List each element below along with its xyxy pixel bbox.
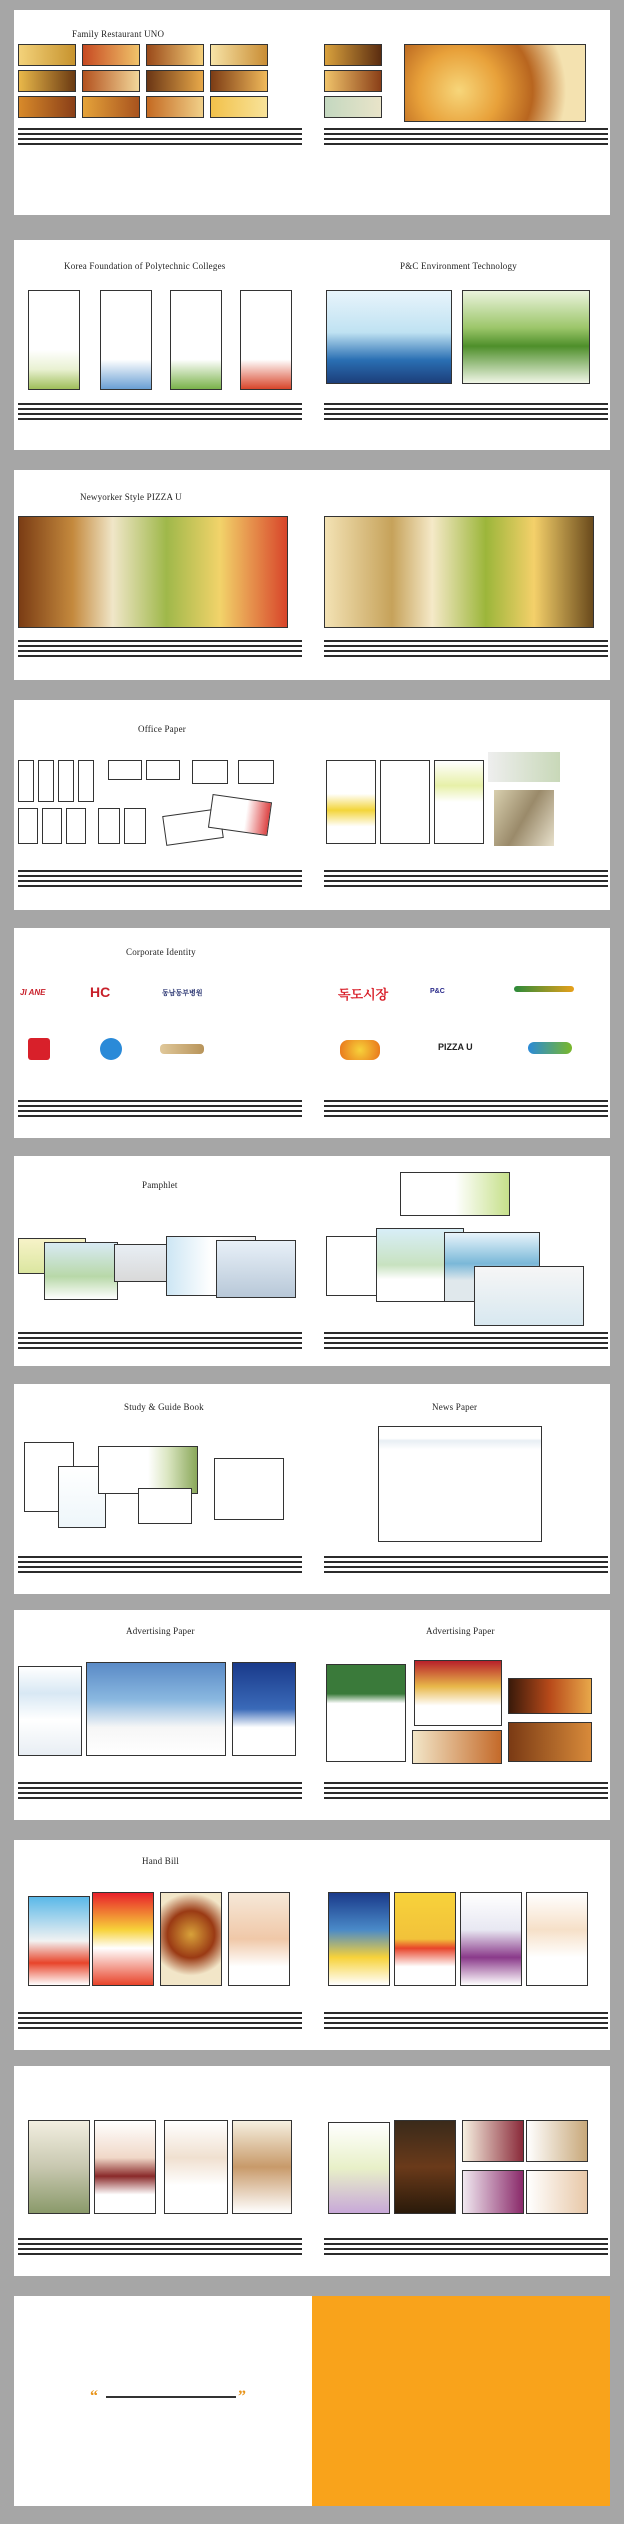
section-title: Newyorker Style PIZZA U: [80, 492, 182, 502]
ci-logo[interactable]: [160, 1044, 204, 1054]
handbill-thumb[interactable]: [526, 1892, 588, 1986]
stationery-thumb[interactable]: [238, 760, 274, 784]
brochure-thumb[interactable]: [462, 290, 590, 384]
close-quote-icon: ”: [238, 2388, 246, 2405]
poster-thumb[interactable]: [28, 290, 80, 390]
print-thumb[interactable]: [394, 2120, 456, 2214]
section-title: Family Restaurant UNO: [72, 29, 165, 39]
section-title: Hand Bill: [142, 1856, 180, 1866]
ci-logo[interactable]: [100, 1038, 122, 1060]
ci-logo[interactable]: [340, 1040, 380, 1060]
stationery-thumb[interactable]: [380, 760, 430, 844]
menu-card[interactable]: [324, 44, 382, 66]
section-title: Pamphlet: [142, 1180, 178, 1190]
handbill-thumb[interactable]: [460, 1892, 522, 1986]
menu-poster[interactable]: [404, 44, 586, 122]
description-text: [18, 1556, 302, 1576]
pamphlet-thumb[interactable]: [474, 1266, 584, 1326]
stationery-thumb[interactable]: [326, 760, 376, 844]
menu-card[interactable]: [18, 70, 76, 92]
pamphlet-thumb[interactable]: [216, 1240, 296, 1298]
portfolio-page-3: [14, 470, 610, 680]
section-title: News Paper: [432, 1402, 478, 1412]
print-thumb[interactable]: [462, 2170, 524, 2214]
menu-card[interactable]: [210, 44, 268, 66]
ci-logo[interactable]: 동남동부병원: [162, 990, 203, 997]
open-quote-icon: “: [90, 2388, 98, 2405]
menu-card[interactable]: [146, 96, 204, 118]
section-title: Korea Foundation of Polytechnic Colleges: [64, 261, 226, 271]
description-text: [324, 128, 608, 148]
description-text: [324, 403, 608, 423]
stationery-thumb[interactable]: [124, 808, 146, 844]
section-title: Office Paper: [138, 724, 186, 734]
description-text: [324, 1100, 608, 1120]
closing-message: [106, 2396, 236, 2398]
description-text: [18, 1100, 302, 1120]
ci-logo[interactable]: 독도시장: [338, 987, 389, 1002]
poster-thumb[interactable]: [170, 290, 222, 390]
handbill-thumb[interactable]: [394, 1892, 456, 1986]
print-thumb[interactable]: [232, 2120, 292, 2214]
menu-card[interactable]: [82, 96, 140, 118]
print-thumb[interactable]: [462, 2120, 524, 2162]
stationery-thumb[interactable]: [434, 760, 484, 844]
menu-card[interactable]: [146, 44, 204, 66]
ci-logo[interactable]: HC: [90, 984, 111, 1000]
menu-card[interactable]: [82, 44, 140, 66]
menu-card[interactable]: [210, 96, 268, 118]
book-thumb[interactable]: [138, 1488, 192, 1524]
brochure-thumb[interactable]: [326, 290, 452, 384]
portfolio-page-10: [14, 2066, 610, 2276]
closing-page: [14, 2296, 610, 2506]
ad-thumb[interactable]: [412, 1730, 502, 1764]
handbill-thumb[interactable]: [328, 1892, 390, 1986]
print-thumb[interactable]: [328, 2122, 390, 2214]
stationery-thumb[interactable]: [18, 808, 38, 844]
ci-logo[interactable]: P&C: [430, 988, 445, 995]
print-thumb[interactable]: [94, 2120, 156, 2214]
newspaper-thumb[interactable]: [378, 1426, 542, 1542]
stationery-thumb[interactable]: [58, 760, 74, 802]
handbill-thumb[interactable]: [28, 1896, 90, 1986]
ad-thumb[interactable]: [508, 1722, 592, 1762]
ci-logo[interactable]: PIZZA U: [438, 1042, 473, 1052]
description-text: [18, 2012, 302, 2032]
pamphlet-thumb[interactable]: [44, 1242, 118, 1300]
stationery-thumb[interactable]: [98, 808, 120, 844]
ad-thumb[interactable]: [414, 1660, 502, 1726]
menu-spread[interactable]: [324, 516, 594, 628]
section-title: Study & Guide Book: [124, 1402, 204, 1412]
portfolio-page-2: [14, 240, 610, 450]
stationery-thumb[interactable]: [66, 808, 86, 844]
section-title: Advertising Paper: [426, 1626, 495, 1636]
stationery-thumb[interactable]: [78, 760, 94, 802]
ad-thumb[interactable]: [86, 1662, 226, 1756]
description-text: [324, 1782, 608, 1802]
pamphlet-thumb[interactable]: [400, 1172, 510, 1216]
print-thumb[interactable]: [164, 2120, 228, 2214]
menu-card[interactable]: [210, 70, 268, 92]
stationery-thumb[interactable]: [38, 760, 54, 802]
portfolio-page-7: [14, 1384, 610, 1594]
ci-logo[interactable]: [514, 986, 574, 992]
ad-thumb[interactable]: [508, 1678, 592, 1714]
menu-card[interactable]: [82, 70, 140, 92]
accent-panel: [312, 2296, 610, 2506]
description-text: [324, 2012, 608, 2032]
stationery-thumb[interactable]: [42, 808, 62, 844]
section-title: Advertising Paper: [126, 1626, 195, 1636]
description-text: [18, 870, 302, 890]
poster-thumb[interactable]: [100, 290, 152, 390]
portfolio-page-6: [14, 1156, 610, 1366]
ad-thumb[interactable]: [326, 1664, 406, 1762]
description-text: [18, 2238, 302, 2258]
print-thumb[interactable]: [28, 2120, 90, 2214]
book-thumb[interactable]: [98, 1446, 198, 1494]
poster-thumb[interactable]: [240, 290, 292, 390]
handbill-thumb[interactable]: [228, 1892, 290, 1986]
description-text: [324, 2238, 608, 2258]
stationery-thumb[interactable]: [488, 752, 560, 782]
ad-thumb[interactable]: [232, 1662, 296, 1756]
ci-logo[interactable]: [28, 1038, 50, 1060]
description-text: [324, 1332, 608, 1352]
print-thumb[interactable]: [526, 2120, 588, 2162]
portfolio-page-4: [14, 700, 610, 910]
menu-card[interactable]: [18, 44, 76, 66]
handbill-thumb[interactable]: [92, 1892, 154, 1986]
menu-spread[interactable]: [18, 516, 288, 628]
pamphlet-thumb[interactable]: [114, 1244, 174, 1282]
ad-thumb[interactable]: [18, 1666, 82, 1756]
portfolio-page-1: [14, 10, 610, 215]
description-text: [18, 403, 302, 423]
description-text: [324, 870, 608, 890]
portfolio-page-8: [14, 1610, 610, 1820]
stationery-thumb[interactable]: [494, 790, 554, 846]
book-thumb[interactable]: [214, 1458, 284, 1520]
stationery-thumb[interactable]: [18, 760, 34, 802]
menu-card[interactable]: [18, 96, 76, 118]
description-text: [18, 1782, 302, 1802]
section-title: P&C Environment Technology: [400, 261, 517, 271]
menu-card[interactable]: [324, 96, 382, 118]
stationery-thumb[interactable]: [192, 760, 228, 784]
section-title: Corporate Identity: [126, 947, 196, 957]
print-thumb[interactable]: [526, 2170, 588, 2214]
portfolio-page-5: [14, 928, 610, 1138]
description-text: [18, 640, 302, 660]
description-text: [18, 1332, 302, 1352]
menu-card[interactable]: [324, 70, 382, 92]
ci-logo[interactable]: JI ANE: [20, 988, 46, 997]
ci-logo[interactable]: [528, 1042, 572, 1054]
stationery-thumb[interactable]: [146, 760, 180, 780]
handbill-thumb[interactable]: [160, 1892, 222, 1986]
description-text: [324, 1556, 608, 1576]
description-text: [324, 640, 608, 660]
stationery-thumb[interactable]: [108, 760, 142, 780]
menu-card[interactable]: [146, 70, 204, 92]
portfolio-page-9: [14, 1840, 610, 2050]
description-text: [18, 128, 302, 148]
